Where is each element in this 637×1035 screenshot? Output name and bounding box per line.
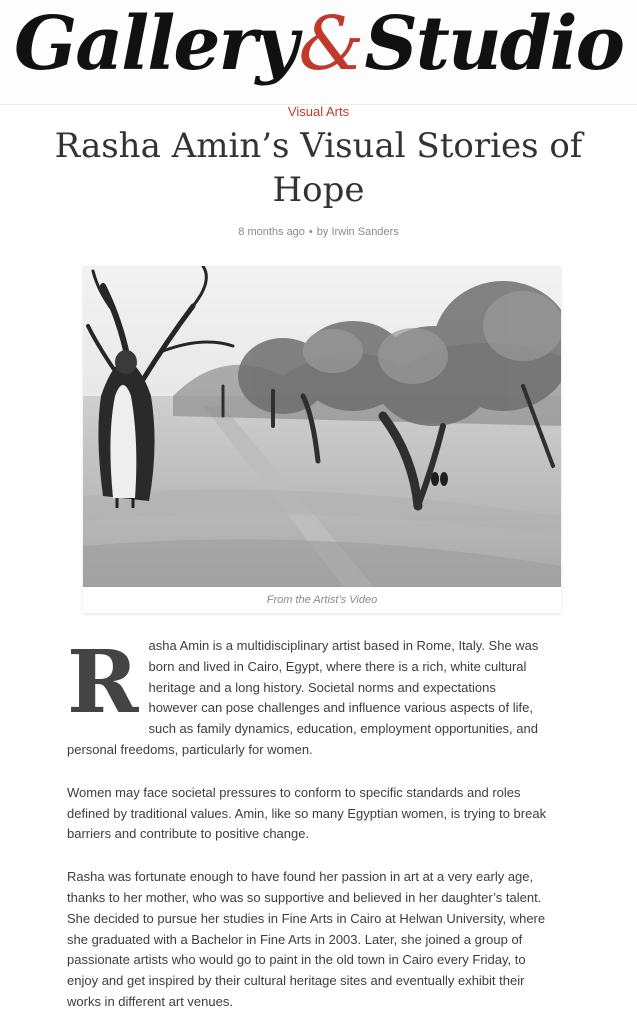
article-category-link[interactable]: Visual Arts bbox=[287, 104, 350, 119]
author-link[interactable]: by Irwin Sanders bbox=[316, 226, 399, 238]
image-caption: From the Artist’s Video bbox=[266, 594, 378, 606]
site-header bbox=[0, 0, 637, 105]
article-meta bbox=[0, 226, 637, 238]
artist-photo bbox=[83, 266, 561, 587]
article-figure bbox=[83, 266, 561, 613]
paragraph-text: asha Amin is a multidisciplinary artist based in Rome, Italy. She was born and lived in Cairo, Egypt, where there is a rich, white cultural heritage and a long history. Societal norms and expectations however can pose challenges and influence various aspects of life, such as family dynamics, education, employment opportunities, and personal freedoms, particularly for women. bbox=[67, 638, 539, 757]
article-title: Rasha Amin’s Visual Stories of Hope bbox=[54, 126, 583, 210]
site-logo[interactable] bbox=[0, 0, 637, 94]
drop-cap: R bbox=[67, 632, 139, 733]
article-body bbox=[67, 632, 547, 1035]
article-paragraph bbox=[67, 632, 547, 761]
article-time-ago: 8 months ago bbox=[238, 226, 305, 238]
article-paragraph: Rasha was fortunate enough to have found her passion in art at a very early age, thanks to her mother, who was so supportive and believed in her daughter’s talent. She decided to pursue her studies in Fine Arts in Cairo at Helwan University, where she graduated with a Bachelor in Fine Arts in 2003. Later, she joined a group of passionate artists who would go to paint in the old town in Cairo every Friday, to enjoy and get inspired by their cultural heritage sites and eventually exhibit their works in different art venues. bbox=[67, 869, 546, 1009]
logo-text-gallery: Gallery bbox=[14, 1, 297, 87]
logo-text-studio: Studio bbox=[364, 1, 623, 87]
article-paragraph: Women may face societal pressures to conform to specific standards and roles defined by traditional values. Amin, like so many Egyptian women, is trying to break barriers and contribute to positive change. bbox=[67, 784, 547, 842]
meta-separator: • bbox=[308, 226, 313, 238]
logo-ampersand: & bbox=[298, 1, 363, 87]
